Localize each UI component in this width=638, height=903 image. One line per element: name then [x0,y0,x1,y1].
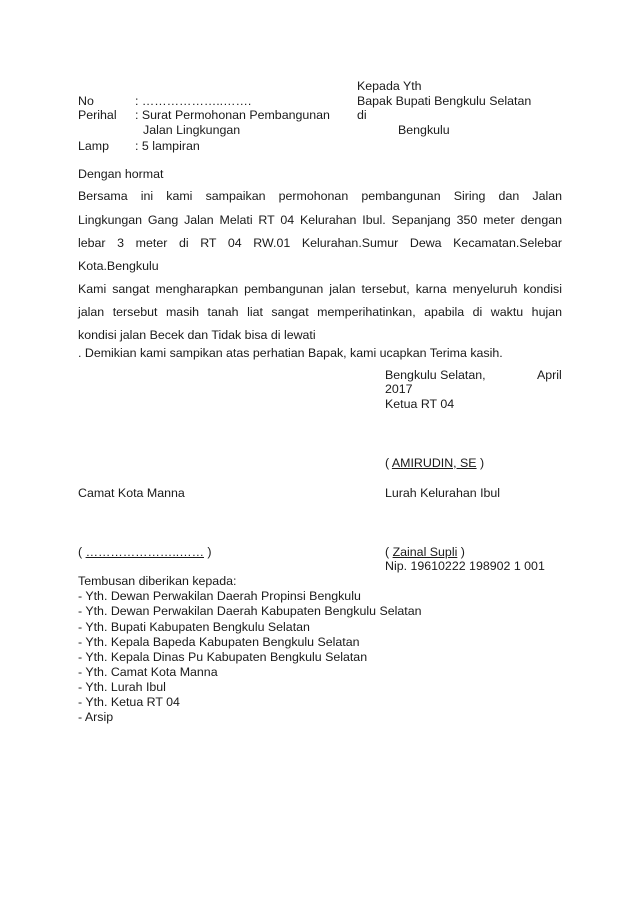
paragraph-1-line-4: Kota.Bengkulu [78,259,159,273]
cc-item: - Yth. Bupati Kabupaten Bengkulu Selatan [78,620,310,634]
cc-item: - Yth. Lurah Ibul [78,680,166,694]
cc-item: - Yth. Kepala Bapeda Kabupaten Bengkulu Selatan [78,635,360,649]
paragraph-2-line-1: Kami sangat mengharapkan pembangunan jalan tersebut, karna menyeluruh kondisi [78,282,562,296]
signature-name: ( AMIRUDIN, SE ) [385,456,485,470]
no-value: : ………………..……. [135,94,252,108]
recipient-line-1: Kepada Yth [357,79,422,93]
paragraph-2-line-3: kondisi jalan Becek dan Tidak bisa di lewati [78,328,316,342]
cc-item: - Yth. Dewan Perwakilan Daerah Kabupaten Bengkulu Selatan [78,604,422,618]
lamp-label: Lamp [78,139,109,153]
paragraph-2-line-2: jalan tersebut masih tanah liat sangat memperihatinkan, apabila di waktu hujan [78,305,562,319]
perihal-label: Perihal [78,108,117,122]
cc-heading: Tembusan diberikan kepada: [78,574,237,588]
paragraph-1-line-1: Bersama ini kami sampaikan permohonan pembangunan Siring dan Jalan [78,189,562,203]
signature-title: Ketua RT 04 [385,397,455,411]
paragraph-1-line-3: lebar 3 meter di RT 04 RW.01 Kelurahan.Sumur Dewa Kecamatan.Selebar [78,236,562,250]
cc-item: - Yth. Camat Kota Manna [78,665,218,679]
perihal-value: : Surat Permohonan Pembangunan [135,108,330,122]
camat-signature-line: ( …………………..…… ) [78,545,212,559]
recipient-line-3: di [357,108,367,122]
cc-item: - Yth. Ketua RT 04 [78,695,180,709]
signature-year: 2017 [385,382,413,396]
lurah-title: Lurah Kelurahan Ibul [385,486,501,500]
cc-item: - Yth. Dewan Perwakilan Daerah Propinsi Bengkulu [78,589,361,603]
lurah-nip: Nip. 19610222 198902 1 001 [385,559,545,573]
greeting: Dengan hormat [78,167,164,181]
camat-title: Camat Kota Manna [78,486,185,500]
lamp-value: : 5 lampiran [135,139,200,153]
no-label: No [78,94,94,108]
signature-place: Bengkulu Selatan, [385,368,486,382]
signature-month: April [537,368,562,382]
recipient-line-2: Bapak Bupati Bengkulu Selatan [357,94,532,108]
paragraph-1-line-2: Lingkungan Gang Jalan Melati RT 04 Kelurahan Ibul. Sepanjang 350 meter dengan [78,213,562,227]
cc-item: - Yth. Kepala Dinas Pu Kabupaten Bengkulu Selatan [78,650,368,664]
cc-item: - Arsip [78,710,114,724]
perihal-value-cont: Jalan Lingkungan [143,123,241,137]
lurah-signature-name: ( Zainal Supli ) [385,545,465,559]
recipient-city: Bengkulu [398,123,450,137]
closing-line: . Demikian kami sampikan atas perhatian Bapak, kami ucapkan Terima kasih. [78,346,503,360]
